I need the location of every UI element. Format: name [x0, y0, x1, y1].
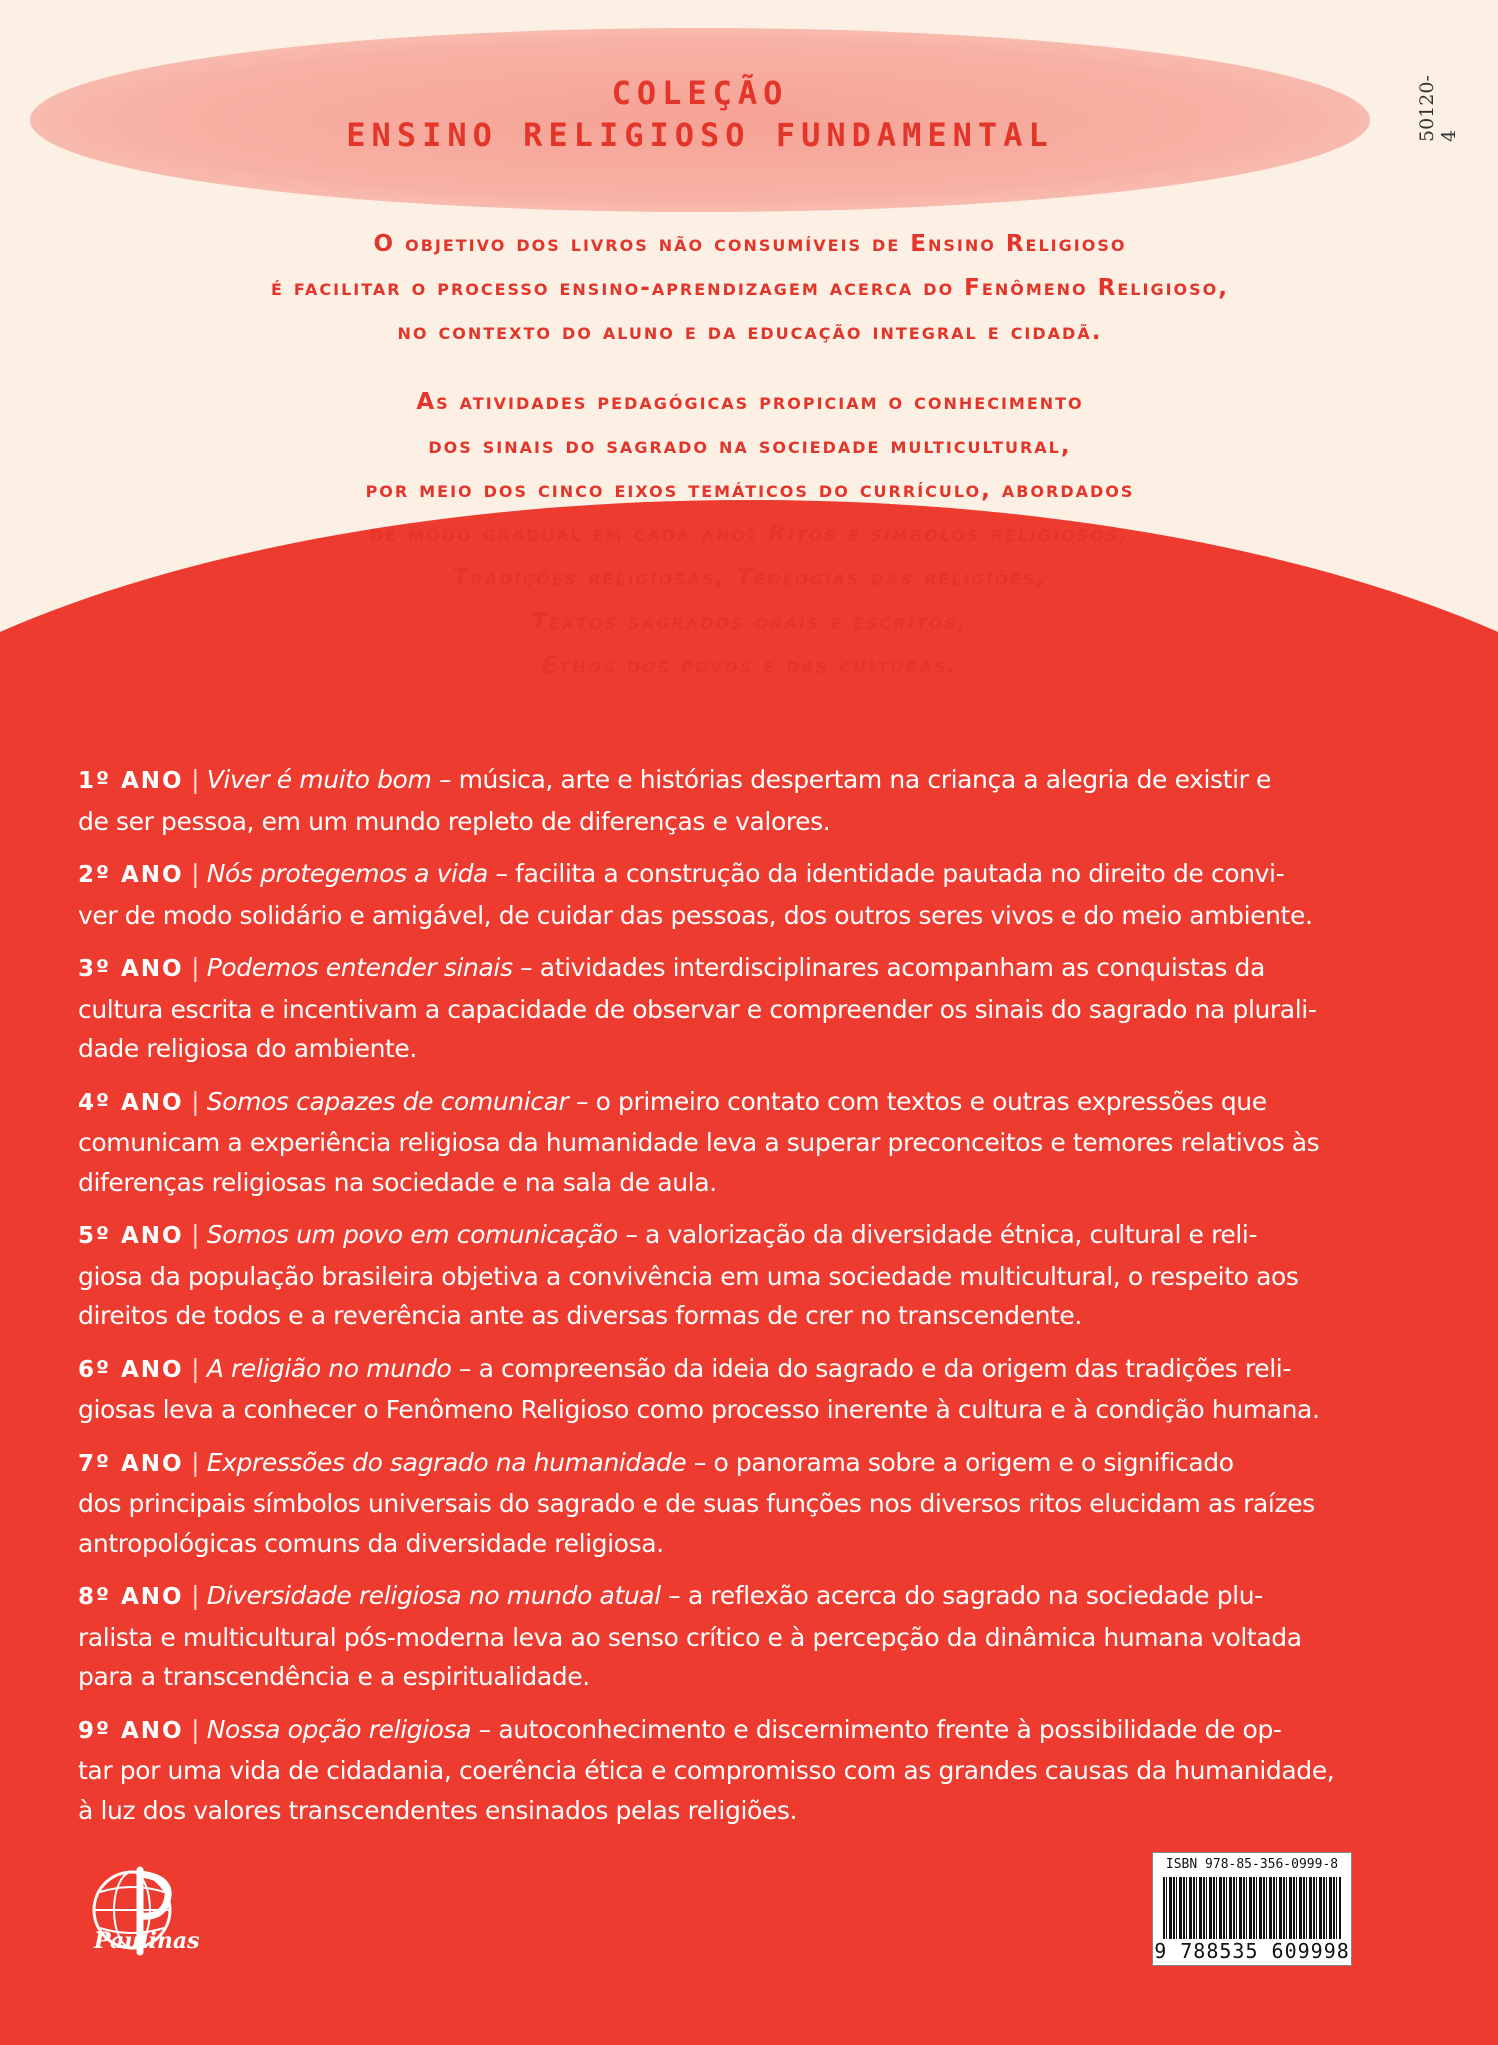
year-text: cultura escrita e incentivam a capacidade de observar e compreender os sinais do sagrado na plurali-: [78, 994, 1317, 1024]
year-list: [78, 760, 1398, 1843]
separator: |: [191, 1714, 200, 1744]
year-text: direitos de todos e a reverência ante as diversas formas de crer no transcendente.: [78, 1301, 1082, 1330]
year-text: – atividades interdisciplinares acompanham as conquistas da: [512, 953, 1265, 982]
year-label: 4º ANO: [78, 1089, 184, 1116]
intro-prefix: de modo gradual em cada ano:: [369, 521, 768, 547]
year-text: diferenças religiosas na sociedade e na sala de aula.: [78, 1167, 717, 1197]
separator: |: [191, 1447, 200, 1477]
intro-line: [100, 644, 1400, 688]
year-title: Nossa opção religiosa: [206, 1714, 472, 1744]
separator: |: [191, 1581, 200, 1610]
intro-italic: Textos sagrados orais e escritos,: [531, 609, 969, 635]
year-text: dos principais símbolos universais do sagrado e de suas funções nos diversos ritos elucidam as raízes: [78, 1489, 1315, 1518]
intro-line: dos sinais do sagrado na sociedade multicultural,: [428, 433, 1072, 459]
series-line-1: COLEÇÃO: [611, 74, 789, 112]
barcode: [1152, 1852, 1352, 1966]
year-label: 2º ANO: [78, 862, 184, 888]
series-title: [30, 72, 1370, 156]
series-line-2: ENSINO RELIGIOSO FUNDAMENTAL: [346, 116, 1054, 154]
intro-paragraph-1: [100, 222, 1400, 354]
year-text: de ser pessoa, em um mundo repleto de diferenças e valores.: [78, 806, 831, 836]
year-text: – o panorama sobre a origem e o significado: [686, 1447, 1234, 1477]
year-title: A religião no mundo: [206, 1353, 452, 1383]
separator: |: [191, 1220, 200, 1249]
isbn-text: ISBN 978-85-356-0999-8: [1165, 1857, 1339, 1872]
separator: |: [191, 953, 200, 982]
intro-line: por meio dos cinco eixos temáticos do currículo, abordados: [365, 477, 1135, 503]
year-text: – música, arte e histórias despertam na criança a alegria de existir e: [431, 765, 1272, 794]
separator: |: [191, 859, 200, 888]
year-text: – facilita a construção da identidade pautada no direito de convi-: [487, 859, 1285, 888]
year-entry-4: [78, 1082, 1398, 1203]
publisher-name: Paulinas: [94, 1928, 200, 1954]
year-title: Nós protegemos a vida: [206, 859, 488, 888]
separator: |: [191, 1086, 200, 1116]
year-entry-3: [78, 948, 1398, 1069]
intro-line: é facilitar o processo ensino-aprendizagem acerca do Fenômeno Religioso,: [270, 275, 1230, 301]
intro-line: As atividades pedagógicas propiciam o conhecimento: [416, 389, 1084, 415]
year-label: 1º ANO: [78, 768, 184, 794]
year-title: Expressões do sagrado na humanidade: [206, 1447, 687, 1477]
year-text: ralista e multicultural pós-moderna leva ao senso crítico e à percepção da dinâmica humana voltada: [78, 1622, 1302, 1652]
year-label: 5º ANO: [78, 1223, 184, 1249]
year-text: giosas leva a conhecer o Fenômeno Religioso como processo inerente à cultura e à condição humana.: [78, 1395, 1320, 1424]
intro-line: O objetivo dos livros não consumíveis de Ensino Religioso: [373, 231, 1127, 257]
year-entry-8: [78, 1576, 1398, 1697]
year-text: antropológicas comuns da diversidade religiosa.: [78, 1528, 664, 1558]
year-label: 8º ANO: [78, 1584, 184, 1610]
barcode-bars-icon: [1163, 1877, 1341, 1939]
year-entry-2: [78, 854, 1398, 935]
year-entry-9: [78, 1710, 1398, 1831]
year-text: – a compreensão da ideia do sagrado e da origem das tradições reli-: [451, 1353, 1291, 1383]
year-label: 9º ANO: [78, 1717, 184, 1744]
year-text: dade religiosa do ambiente.: [78, 1034, 417, 1063]
year-text: – o primeiro contato com textos e outras expressões que: [568, 1086, 1267, 1116]
year-title: Somos capazes de comunicar: [206, 1086, 569, 1116]
year-entry-1: [78, 760, 1398, 841]
year-entry-7: [78, 1443, 1398, 1564]
intro-italic: Tradições religiosas, Teologias das religiões,: [452, 565, 1048, 591]
intro-italic: Ethos dos povos e das culturas.: [541, 653, 959, 679]
year-text: à luz dos valores transcendentes ensinados pelas religiões.: [78, 1795, 798, 1825]
year-text: – autoconhecimento e discernimento frente à possibilidade de op-: [471, 1714, 1282, 1744]
year-entry-6: [78, 1349, 1398, 1430]
year-text: giosa da população brasileira objetiva a convivência em uma sociedade multicultural, o respeito aos: [78, 1261, 1299, 1291]
year-text: – a valorização da diversidade étnica, cultural e reli-: [617, 1220, 1258, 1249]
intro-paragraph-2: [100, 380, 1400, 688]
intro-line: [100, 556, 1400, 600]
year-title: Somos um povo em comunicação: [206, 1220, 618, 1249]
year-label: 6º ANO: [78, 1356, 184, 1383]
ean-digits: 9 788535 609998: [1154, 1939, 1350, 1963]
side-code: 50120-4: [1416, 75, 1460, 142]
year-text: para a transcendência e a espiritualidade.: [78, 1662, 590, 1691]
year-text: comunicam a experiência religiosa da humanidade leva a superar preconceitos e temores relativos às: [78, 1128, 1320, 1157]
year-text: tar por uma vida de cidadania, coerência ética e compromisso com as grandes causas da humanidade,: [78, 1756, 1335, 1785]
year-title: Diversidade religiosa no mundo atual: [206, 1581, 661, 1610]
intro-italic: Ritos e símbolos religiosos,: [768, 521, 1131, 547]
intro-line: [100, 600, 1400, 644]
year-label: 3º ANO: [78, 956, 184, 982]
separator: |: [191, 1353, 200, 1383]
year-label: 7º ANO: [78, 1450, 184, 1477]
year-title: Viver é muito bom: [206, 765, 432, 794]
separator: |: [191, 765, 200, 794]
year-title: Podemos entender sinais: [206, 953, 513, 982]
year-text: – a reflexão acerca do sagrado na sociedade plu-: [660, 1581, 1263, 1610]
intro-line-mixed: [100, 512, 1400, 556]
intro-line: no contexto do aluno e da educação integral e cidadã.: [397, 319, 1103, 345]
year-text: ver de modo solidário e amigável, de cuidar das pessoas, dos outros seres vivos e do meio ambiente.: [78, 900, 1313, 930]
year-entry-5: [78, 1215, 1398, 1336]
